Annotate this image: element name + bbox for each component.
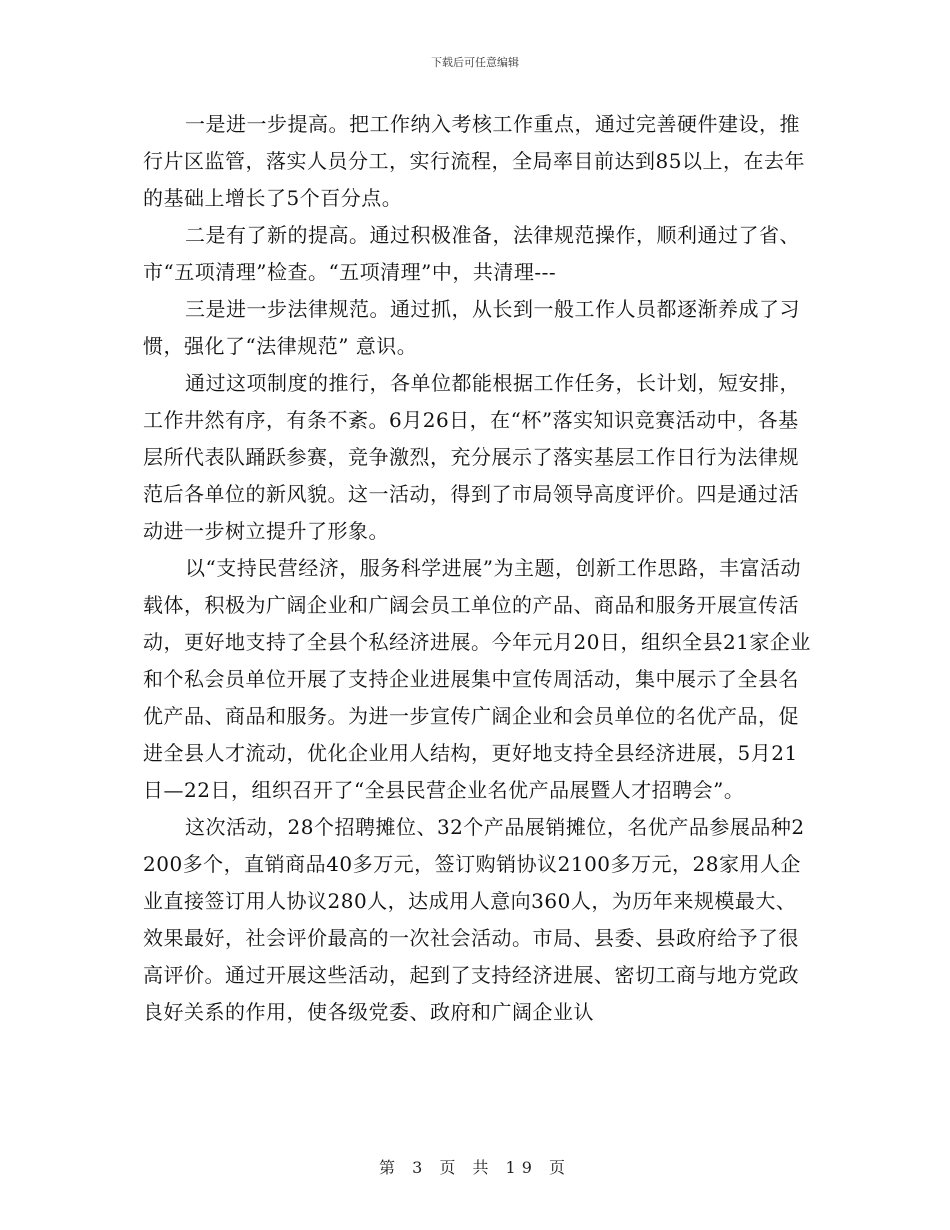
page-header: 下载后可任意编辑 — [431, 56, 519, 69]
document-body — [143, 106, 813, 1031]
page-footer: 第 3 页 共 19 页 — [379, 1158, 571, 1177]
paragraph-2: 二是有了新的提高。通过积极准备，法律规范操作，顺利通过了省、市“五项清理”检查。“五项清理”中，共清理--- — [143, 223, 800, 284]
paragraph-6: 这次活动，28个招聘摊位、32个产品展销摊位，名优产品参展品种2200多个，直销商品40多万元，签订购销协议2100多万元，28家用人企业直接签订用人协议280人，达成用人意向360人，为历年来规模最大、效果最好，社会评价最高的一次社会活动。市局、县委、县政府给予了很高评价。通过开展这些活动，起到了支持经济进展、密切工商与地方党政良好关系的作用，使各级党委、政府和广阔企业认 — [143, 815, 805, 1024]
paragraph-4: 通过这项制度的推行，各单位都能根据工作任务，长计划，短安排，工作井然有序，有条不紊。6月26日，在“杯”落实知识竞赛活动中，各基层所代表队踊跃参赛，竞争激烈，充分展示了落实基层工作日行为法律规范后各单位的新风貌。这一活动，得到了市局领导高度评价。四是通过活动进一步树立提升了形象。 — [143, 371, 800, 543]
paragraph-5: 以“支持民营经济，服务科学进展”为主题，创新工作思路，丰富活动载体，积极为广阔企业和广阔会员工单位的产品、商品和服务开展宣传活动，更好地支持了全县个私经济进展。今年元月20日，组织全县21家企业和个私会员单位开展了支持企业进展集中宣传周活动，集中展示了全县名优产品、商品和服务。为进一步宣传广阔企业和会员单位的名优产品，促进全县人才流动，优化企业用人结构，更好地支持全县经济进展，5月21日—22日，组织召开了“全县民营企业名优产品展暨人才招聘会”。 — [143, 556, 811, 802]
paragraph-1: 一是进一步提高。把工作纳入考核工作重点，通过完善硬件建设，推行片区监管，落实人员分工，实行流程，全局率目前达到85以上，在去年的基础上增长了5个百分点。 — [143, 112, 805, 210]
paragraph-3: 三是进一步法律规范。通过抓，从长到一般工作人员都逐渐养成了习惯，强化了“法律规范” 意识。 — [143, 297, 800, 358]
